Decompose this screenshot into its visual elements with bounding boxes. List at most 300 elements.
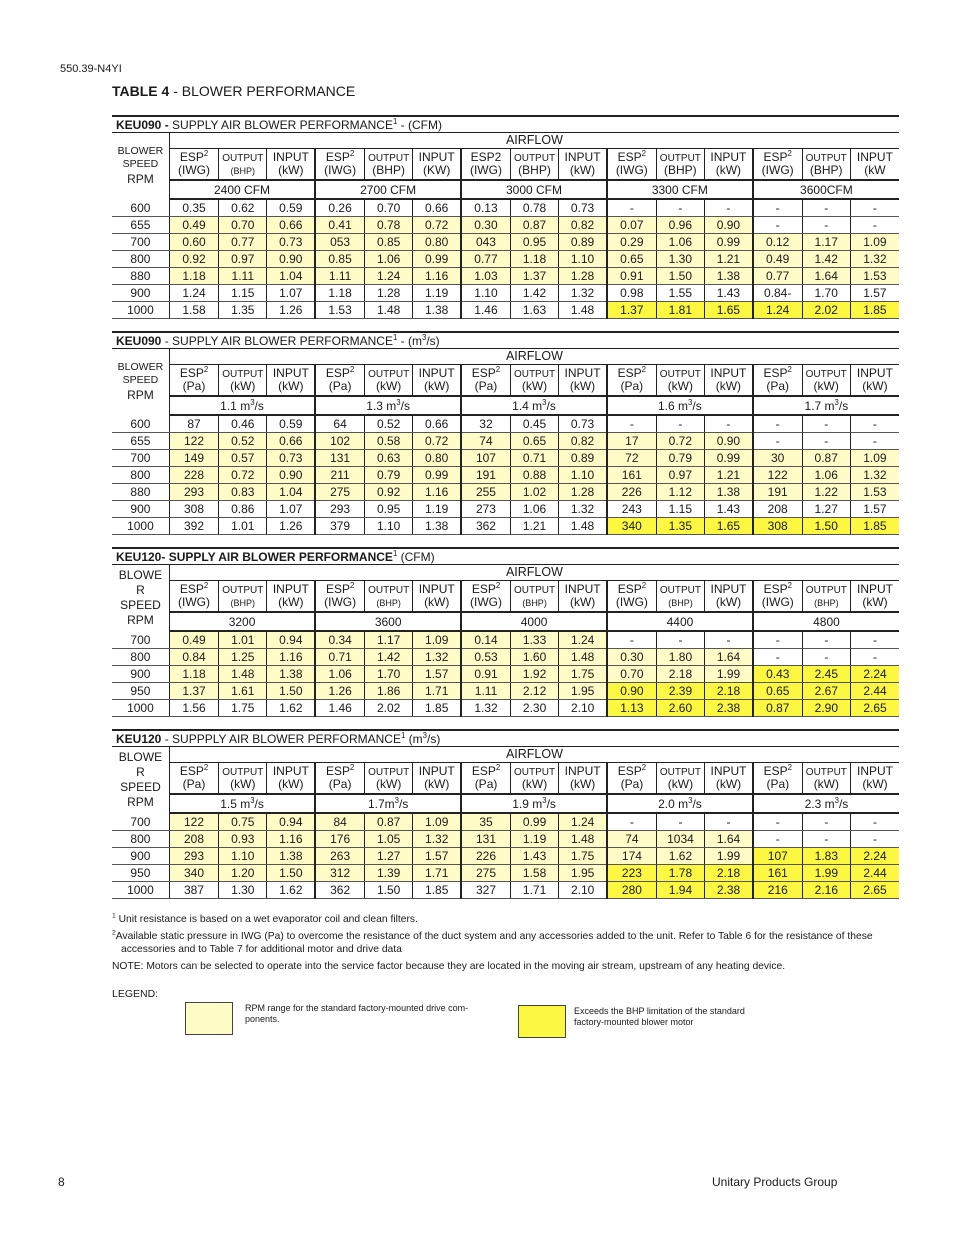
data-cell: 1.16 [413, 484, 461, 501]
blower-table-2 [112, 331, 899, 535]
data-cell: 275 [315, 484, 364, 501]
data-cell: 1.24 [365, 268, 413, 285]
data-cell: 1.48 [559, 649, 607, 666]
data-cell: 1.48 [219, 666, 267, 683]
col-header-esp: ESP$^2$ (Pa) [753, 365, 802, 397]
col-header-esp: ESP$^2$ (IWG) [169, 581, 218, 613]
data-cell: 1.38 [413, 518, 461, 535]
data-cell: 1.17 [802, 234, 850, 251]
data-cell: 1.35 [219, 302, 267, 319]
data-cell: 0.90 [705, 433, 753, 450]
data-cell: 1.32 [559, 501, 607, 518]
data-cell: 2.38 [705, 700, 753, 717]
data-cell: 74 [607, 831, 656, 848]
data-cell: 1.26 [267, 302, 315, 319]
data-cell: - [753, 199, 802, 217]
data-cell: 1.70 [802, 285, 850, 302]
col-header-output: OUTPUT (kW) [656, 763, 704, 795]
data-cell: 1.10 [559, 251, 607, 268]
rpm-value: 600 [112, 415, 169, 433]
table-row [112, 234, 899, 251]
row-label-rpm: BLOWER SPEED RPM [117, 145, 164, 186]
data-cell: 0.70 [607, 666, 656, 683]
col-header-output: OUTPUT (BHP) [219, 149, 267, 181]
data-cell: 1.18 [169, 268, 218, 285]
data-cell: 1.50 [656, 268, 704, 285]
data-cell: 216 [753, 882, 802, 899]
data-cell: 0.88 [510, 467, 558, 484]
col-header-input: INPUT (kW) [705, 763, 753, 795]
data-cell: 0.77 [219, 234, 267, 251]
data-cell: 1.48 [559, 831, 607, 848]
data-cell: - [753, 415, 802, 433]
blower-table-3 [112, 547, 899, 717]
data-cell: 1.64 [705, 649, 753, 666]
data-cell: 72 [607, 450, 656, 467]
data-cell: - [851, 813, 900, 831]
data-cell: 1.65 [705, 302, 753, 319]
data-cell: 1.94 [656, 882, 704, 899]
table-row [112, 433, 899, 450]
data-cell: 0.52 [365, 415, 413, 433]
data-cell: 255 [461, 484, 510, 501]
data-cell: 32 [461, 415, 510, 433]
data-cell: 122 [169, 813, 218, 831]
data-cell: 0.72 [656, 433, 704, 450]
data-cell: 1.11 [219, 268, 267, 285]
data-cell: 17 [607, 433, 656, 450]
rpm-value: 900 [112, 501, 169, 518]
data-cell: 387 [169, 882, 218, 899]
data-cell: 1.24 [169, 285, 218, 302]
col-header-esp: ESP$^2$ (IWG) [753, 149, 802, 181]
data-cell: - [851, 631, 900, 649]
col-header-output: OUTPUT (kW) [510, 763, 558, 795]
legend-label: LEGEND: [112, 988, 159, 1000]
row-label-rpm: BLOWE R SPEED RPM [118, 567, 163, 628]
data-cell: 1.95 [559, 865, 607, 882]
airflow-value: 1.3 $m^3/s$ [315, 396, 461, 415]
data-cell: 1.62 [656, 848, 704, 865]
col-header-esp: ESP$^2$ (IWG) [169, 149, 218, 181]
data-cell: 1.07 [267, 501, 315, 518]
data-cell: - [753, 433, 802, 450]
data-cell: 0.59 [267, 199, 315, 217]
airflow-label: AIRFLOW [169, 565, 899, 581]
data-cell: 2.38 [705, 882, 753, 899]
data-cell: 1.61 [219, 683, 267, 700]
data-cell: 1.71 [413, 683, 461, 700]
data-cell: 0.78 [510, 199, 558, 217]
data-cell: 362 [461, 518, 510, 535]
data-cell: 293 [169, 848, 218, 865]
table-row [112, 666, 899, 683]
col-header-output: OUTPUT (kW) [656, 365, 704, 397]
data-cell: 1.42 [802, 251, 850, 268]
data-cell: 1.07 [267, 285, 315, 302]
data-cell: 1.80 [656, 649, 704, 666]
rpm-value: 600 [112, 199, 169, 217]
data-cell: 2.10 [559, 700, 607, 717]
data-cell: 0.49 [169, 217, 218, 234]
data-cell: 1.64 [802, 268, 850, 285]
col-header-output: OUTPUT (kW) [510, 365, 558, 397]
data-cell: 131 [315, 450, 364, 467]
data-cell: 0.60 [169, 234, 218, 251]
data-cell: 1.43 [510, 848, 558, 865]
airflow-value: 4800 [753, 612, 899, 631]
data-cell: 1.26 [267, 518, 315, 535]
data-cell: 1.99 [705, 666, 753, 683]
airflow-label: AIRFLOW [169, 133, 899, 149]
document-id: 550.39-N4YI [60, 63, 122, 75]
data-cell: 1.18 [169, 666, 218, 683]
data-cell: 0.73 [267, 450, 315, 467]
airflow-value: 1.5 $m^3/s$ [169, 794, 315, 813]
data-cell: 0.79 [365, 467, 413, 484]
airflow-value: 4000 [461, 612, 607, 631]
data-cell: 1.24 [559, 813, 607, 831]
rpm-value: 1000 [112, 518, 169, 535]
data-cell: 1.26 [315, 683, 364, 700]
data-cell: - [802, 217, 850, 234]
data-cell: 0.13 [461, 199, 510, 217]
rpm-value: 880 [112, 484, 169, 501]
data-cell: 1.39 [365, 865, 413, 882]
col-header-esp: ESP$^2$ (IWG) [753, 581, 802, 613]
data-cell: 0.66 [267, 217, 315, 234]
data-cell: 2.12 [510, 683, 558, 700]
data-cell: 0.65 [607, 251, 656, 268]
col-header-input: INPUT (kW) [851, 581, 900, 613]
data-cell: 1.58 [510, 865, 558, 882]
data-cell: 1.50 [267, 683, 315, 700]
data-cell: 1.19 [413, 285, 461, 302]
data-cell: 1.81 [656, 302, 704, 319]
table-row [112, 199, 899, 217]
data-cell: 1.22 [802, 484, 850, 501]
data-cell: 1.42 [510, 285, 558, 302]
data-cell: 0.77 [753, 268, 802, 285]
data-cell: 0.87 [753, 700, 802, 717]
row-label-rpm: BLOWER SPEED RPM [117, 361, 164, 402]
data-cell: - [851, 831, 900, 848]
data-cell: 149 [169, 450, 218, 467]
rpm-value: 655 [112, 433, 169, 450]
data-cell: 176 [315, 831, 364, 848]
data-cell: 1.01 [219, 631, 267, 649]
data-cell: 1.64 [705, 831, 753, 848]
col-header-esp: ESP$^2$ (IWG) [461, 581, 510, 613]
data-cell: 1.75 [559, 666, 607, 683]
airflow-value: 3600CFM [753, 180, 899, 199]
data-cell: 1.06 [315, 666, 364, 683]
data-cell: 1.32 [850, 467, 899, 484]
data-cell: 1.57 [850, 501, 899, 518]
data-cell: 1.13 [607, 700, 656, 717]
airflow-value: 1.4 $m^3/s$ [461, 396, 607, 415]
data-cell: 1.58 [169, 302, 218, 319]
table-row [112, 285, 899, 302]
data-cell: 1.48 [559, 518, 607, 535]
data-cell: 102 [315, 433, 364, 450]
data-cell: 0.66 [267, 433, 315, 450]
row-label-rpm: BLOWE R SPEED RPM [118, 749, 163, 810]
data-cell: 1.28 [365, 285, 413, 302]
airflow-value: 2700 CFM [315, 180, 461, 199]
data-cell: 0.63 [365, 450, 413, 467]
data-cell: 1.42 [365, 649, 413, 666]
data-cell: - [705, 199, 753, 217]
data-cell: 1.03 [461, 268, 510, 285]
data-cell: 280 [607, 882, 656, 899]
table-row [112, 631, 899, 649]
data-cell: 2.18 [705, 683, 753, 700]
col-header-input: INPUT (kW) [267, 763, 315, 795]
data-cell: 1.53 [850, 484, 899, 501]
col-header-output: OUTPUT (kW) [802, 763, 850, 795]
col-header-esp: ESP$^2$ (IWG) [607, 581, 656, 613]
col-header-input: INPUT (KW) [413, 149, 461, 181]
col-header-input: INPUT (kW) [267, 365, 315, 397]
data-cell: 2.67 [802, 683, 850, 700]
col-header-input: INPUT (kW) [559, 365, 607, 397]
data-cell: - [802, 631, 850, 649]
data-cell: 1.57 [850, 285, 899, 302]
rpm-value: 950 [112, 865, 169, 882]
data-cell: 0.73 [267, 234, 315, 251]
data-cell: 0.87 [365, 813, 413, 831]
col-header-output: OUTPUT (BHP) [510, 581, 558, 613]
data-cell: 0.82 [559, 217, 607, 234]
page-title [112, 83, 355, 99]
data-cell: 1.17 [365, 631, 413, 649]
data-cell: 2.90 [802, 700, 850, 717]
data-cell: 1.19 [510, 831, 558, 848]
data-cell: 1.70 [365, 666, 413, 683]
table-row [112, 848, 899, 865]
data-cell: 0.85 [365, 234, 413, 251]
data-cell: 0.80 [413, 450, 461, 467]
rpm-value: 800 [112, 831, 169, 848]
data-cell: 0.14 [461, 631, 510, 649]
col-header-output: OUTPUT (kW) [365, 365, 413, 397]
col-header-input: INPUT (kW) [705, 365, 753, 397]
data-cell: - [851, 649, 900, 666]
data-cell: 0.95 [365, 501, 413, 518]
data-cell: 1.01 [219, 518, 267, 535]
data-cell: 0.62 [219, 199, 267, 217]
data-cell: 0.58 [365, 433, 413, 450]
data-cell: 1.20 [219, 865, 267, 882]
data-cell: - [656, 415, 704, 433]
data-cell: 0.53 [461, 649, 510, 666]
col-header-esp: ESP$^2$ (IWG) [607, 149, 656, 181]
col-header-esp: ESP$^2$ (Pa) [607, 763, 656, 795]
data-cell: 0.65 [510, 433, 558, 450]
data-cell: 1.99 [705, 848, 753, 865]
data-cell: 0.35 [169, 199, 218, 217]
data-cell: - [753, 649, 802, 666]
data-cell: 1.09 [413, 631, 461, 649]
data-cell: 174 [607, 848, 656, 865]
airflow-value: 4400 [607, 612, 753, 631]
data-cell: 0.97 [219, 251, 267, 268]
data-cell: 1.21 [705, 251, 753, 268]
data-cell: 0.94 [267, 631, 315, 649]
data-cell: - [656, 813, 704, 831]
data-cell: 1.38 [267, 666, 315, 683]
table-row [112, 268, 899, 285]
col-header-esp: ESP2 (IWG) [461, 149, 510, 181]
data-cell: 0.82 [559, 433, 607, 450]
data-cell: 0.89 [559, 450, 607, 467]
data-cell: 0.93 [219, 831, 267, 848]
data-cell: 1.50 [267, 865, 315, 882]
table-label: TABLE 4 [112, 83, 170, 99]
data-cell: 2.60 [656, 700, 704, 717]
data-cell: 228 [169, 467, 218, 484]
data-cell: 1.30 [219, 882, 267, 899]
data-cell: - [607, 199, 656, 217]
data-cell: 1.06 [656, 234, 704, 251]
data-cell: 2.18 [705, 865, 753, 882]
data-cell: 1.99 [802, 865, 850, 882]
col-header-esp: ESP$^2$ (Pa) [169, 365, 218, 397]
col-header-input: INPUT (kW) [267, 149, 315, 181]
data-cell: 0.83 [219, 484, 267, 501]
data-cell: 0.49 [753, 251, 802, 268]
airflow-value: 2.0 $m^3/s$ [607, 794, 753, 813]
airflow-value: 2400 CFM [169, 180, 315, 199]
table-row [112, 649, 899, 666]
data-cell: 2.10 [559, 882, 607, 899]
col-header-esp: ESP$^2$ (Pa) [315, 763, 364, 795]
airflow-value: $1.7m^3/s$ [315, 794, 461, 813]
blower-table-1 [112, 115, 899, 319]
data-cell: 340 [607, 518, 656, 535]
table-title: KEU120- SUPPLY AIR BLOWER PERFORMANCE$^1$ (CFM) [112, 548, 899, 565]
col-header-output: OUTPUT (BHP) [656, 581, 704, 613]
data-cell: 1.50 [365, 882, 413, 899]
data-cell: 1.62 [267, 700, 315, 717]
data-cell: 1.32 [559, 285, 607, 302]
data-cell: 0.71 [315, 649, 364, 666]
data-cell: 2.24 [851, 666, 900, 683]
table-title: - BLOWER PERFORMANCE [173, 83, 356, 99]
blower-table-4 [112, 729, 899, 899]
table-row [112, 683, 899, 700]
table-row [112, 882, 899, 899]
data-cell: 0.95 [510, 234, 558, 251]
airflow-value: 1.6 $m^3/s$ [607, 396, 753, 415]
data-cell: 312 [315, 865, 364, 882]
data-cell: 0.98 [607, 285, 656, 302]
data-cell: 35 [461, 813, 510, 831]
table-row [112, 450, 899, 467]
data-cell: 161 [753, 865, 802, 882]
rpm-value: 900 [112, 848, 169, 865]
data-cell: 1.09 [850, 234, 899, 251]
data-cell: 0.90 [267, 251, 315, 268]
col-header-output: OUTPUT (BHP) [219, 581, 267, 613]
data-cell: 1.38 [705, 484, 753, 501]
data-cell: 0.41 [315, 217, 364, 234]
data-cell: 0.57 [219, 450, 267, 467]
col-header-esp: ESP$^2$ (IWG) [315, 581, 364, 613]
data-cell: - [656, 199, 704, 217]
data-cell: 1.85 [850, 518, 899, 535]
data-cell: - [802, 831, 850, 848]
data-cell: 0.73 [559, 415, 607, 433]
data-cell: 1.32 [850, 251, 899, 268]
data-cell: 0.59 [267, 415, 315, 433]
data-cell: 1.83 [802, 848, 850, 865]
data-cell: - [802, 649, 850, 666]
table-row [112, 501, 899, 518]
data-cell: - [850, 217, 899, 234]
data-cell: 1.46 [461, 302, 510, 319]
data-cell: 362 [315, 882, 364, 899]
data-cell: 0.46 [219, 415, 267, 433]
rpm-value: 900 [112, 285, 169, 302]
data-cell: 0.99 [705, 234, 753, 251]
data-cell: 208 [169, 831, 218, 848]
data-cell: 1.10 [219, 848, 267, 865]
data-cell: 0.49 [169, 631, 218, 649]
data-cell: 0.92 [365, 484, 413, 501]
data-cell: 1.37 [169, 683, 218, 700]
data-cell: - [802, 813, 850, 831]
data-cell: 1034 [656, 831, 704, 848]
data-cell: 1.25 [219, 649, 267, 666]
data-cell: 1.95 [559, 683, 607, 700]
data-cell: 1.38 [413, 302, 461, 319]
data-cell: 84 [315, 813, 364, 831]
data-cell: 1.53 [315, 302, 364, 319]
col-header-output: OUTPUT (BHP) [365, 149, 413, 181]
col-header-output: OUTPUT (BHP) [802, 149, 850, 181]
data-cell: 1.56 [169, 700, 218, 717]
table-row [112, 467, 899, 484]
data-cell: 1.60 [510, 649, 558, 666]
airflow-value: 3600 [315, 612, 461, 631]
data-cell: 0.66 [413, 199, 461, 217]
col-header-input: INPUT (kW) [705, 581, 753, 613]
data-cell: 1.78 [656, 865, 704, 882]
col-header-input: INPUT (kW) [413, 581, 461, 613]
data-cell: 392 [169, 518, 218, 535]
data-cell: 1.21 [705, 467, 753, 484]
data-cell: - [607, 415, 656, 433]
airflow-value: 3200 [169, 612, 315, 631]
data-cell: 379 [315, 518, 364, 535]
data-cell: - [802, 415, 850, 433]
data-cell: 1.05 [365, 831, 413, 848]
data-cell: 107 [753, 848, 802, 865]
data-cell: 1.92 [510, 666, 558, 683]
data-cell: 0.90 [705, 217, 753, 234]
data-cell: - [607, 813, 656, 831]
col-header-input: INPUT (kW) [559, 763, 607, 795]
data-cell: 0.79 [656, 450, 704, 467]
data-cell: 1.24 [753, 302, 802, 319]
data-cell: 0.92 [169, 251, 218, 268]
data-cell: 1.63 [510, 302, 558, 319]
col-header-input: INPUT (kW) [413, 365, 461, 397]
data-cell: 0.71 [510, 450, 558, 467]
data-cell: 0.97 [656, 467, 704, 484]
